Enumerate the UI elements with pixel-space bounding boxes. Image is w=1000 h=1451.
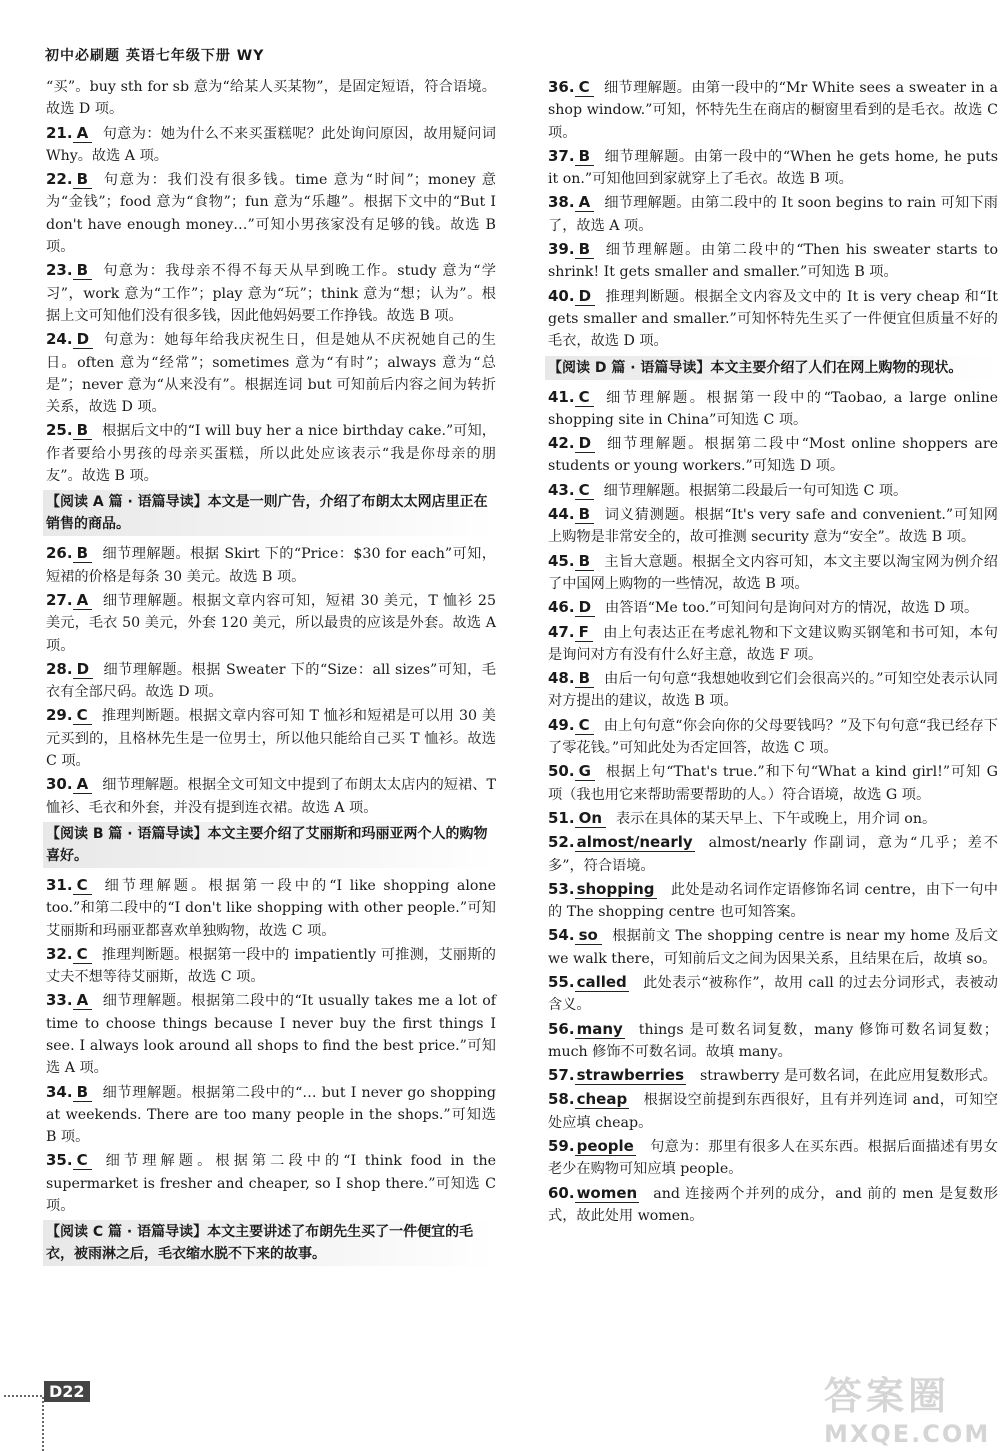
explanation-text: 根据前文 The shopping centre is near my home 及后文 we walk there，可知前后文之间为因果关系，且结果在后，故填 so。	[548, 928, 998, 967]
answer-key: B	[73, 421, 92, 440]
explanation-text: 推理判断题。根据全文内容及文中的 It is very cheap 和“It gets smaller and smaller.”可知怀特先生买了一件便宜但质量不好的毛衣，故选 D 项。	[548, 288, 998, 350]
explanation-text: 根据后文中的“I will buy her a nice birthday cake.”可知，作者要给小男孩的母亲买蛋糕，所以此处应该表示“我是你母亲的朋友”。故选 B 项。	[46, 423, 496, 485]
answer-key: A	[73, 775, 93, 794]
answer-entry	[548, 386, 998, 432]
question-number: 36.	[548, 78, 575, 96]
question-number: 48.	[548, 669, 575, 688]
explanation-text: 细节理解题。由第二段中的 It soon begins to rain 可知下雨了，故选 A 项。	[548, 195, 998, 234]
answer-entry	[46, 658, 496, 704]
explanation-text: 细节理解题。根据第一段中的“I like shopping alone too.”和第二段中的“I don't like shopping with other people.”可知艾丽斯和玛丽亚都喜欢单独购物，故选 C 项。	[46, 877, 496, 939]
page-number: D22	[44, 1381, 90, 1402]
continuation-text: “买”。buy sth for sb 意为“给某人买某物”，是固定短语，符合语境。故选 D 项。	[46, 79, 496, 118]
question-number: 29.	[46, 706, 73, 725]
question-number: 38.	[548, 193, 575, 212]
answer-entry	[46, 704, 496, 772]
answer-entry	[46, 168, 496, 258]
watermark-top: 答案圈	[824, 1374, 951, 1418]
answer-key: C	[575, 388, 594, 407]
answer-entry	[548, 971, 998, 1017]
explanation-text: things 是可数名词复数，many 修饰可数名词复数；much 修饰不可数名词。故填 many。	[548, 1021, 998, 1060]
answer-entry	[46, 122, 496, 168]
answer-entry	[548, 191, 998, 237]
explanation-text: 句意为：我母亲不得不每天从早到晚工作。study 意为“学习”，work 意为“工作”；play 意为“玩”；think 意为“想；认为”。根据上文可知他们没有很多钱，因此他妈妈要工作挣钱。故选 B 项。	[46, 263, 496, 324]
answer-entry	[548, 479, 998, 502]
explanation-text: 细节理解题。根据 Sweater 下的“Size：all sizes”可知，毛衣有全部尺码。故选 D 项。	[46, 661, 496, 701]
answer-key: C	[73, 945, 92, 964]
explanation-text: 由上句表达正在考虑礼物和下文建议购买钢笔和书可知，本句是询问对方有没有什么好主意，故选 F 项。	[548, 624, 998, 663]
answer-key: B	[575, 147, 594, 166]
answer-entry	[46, 874, 496, 942]
explanation-text: almost/nearly 作副词，意为“几乎；差不多”，符合语境。	[548, 835, 998, 874]
question-number: 39.	[548, 240, 575, 259]
answer-entry	[548, 1064, 998, 1087]
answer-key: C	[575, 481, 594, 500]
answer-entry	[548, 432, 998, 478]
question-number: 23.	[46, 261, 73, 280]
question-number: 57.	[548, 1066, 575, 1085]
explanation-text: 根据上句“That's true.”和下句“What a kind girl!”可知 G 项（我也用它来帮助需要帮助的人。）符合语境，故选 G 项。	[548, 764, 998, 803]
answer-key: A	[73, 124, 93, 143]
question-number: 41.	[548, 387, 575, 406]
answer-key: A	[575, 193, 595, 212]
question-number: 28.	[46, 659, 73, 678]
answer-entry	[548, 760, 998, 806]
answer-key: D	[73, 330, 93, 349]
answer-key: people	[576, 1137, 634, 1156]
explanation-text: 句意为：她每年给我庆祝生日，但是她从不庆祝她自己的生日。often 意为“经常”；sometimes 意为“有时”；always 意为“总是”；never 意为“从来没有”。根据连词 but 可知前后内容之间为转折关系，故选 D 项。	[46, 332, 496, 416]
answer-entry	[548, 667, 998, 713]
page-header: 初中必刷题 英语七年级下册 WY	[45, 48, 265, 64]
answer-key: so	[575, 926, 602, 945]
section-heading: 【阅读 A 篇 · 语篇导读】本文是一则广告，介绍了布朗太太网店里正在销售的商品。	[43, 490, 496, 536]
question-number: 58.	[548, 1090, 575, 1109]
answer-key: C	[73, 706, 92, 725]
footer-dotted-line	[4, 1395, 42, 1397]
answer-key: shopping	[576, 879, 655, 898]
answer-key: D	[73, 660, 93, 679]
watermark-logo	[824, 1365, 994, 1448]
question-number: 27.	[46, 590, 73, 609]
answer-key: A	[73, 591, 93, 610]
answer-entry	[548, 503, 998, 549]
answer-key: C	[575, 716, 594, 735]
question-number: 55.	[548, 972, 575, 991]
answer-entry	[46, 943, 496, 989]
question-number: 35.	[46, 1151, 73, 1170]
answer-key: G	[575, 762, 595, 781]
explanation-text: 由上句句意“你会向你的父母要钱吗？”及下句句意“我已经存下了零花钱。”可知此处为否定回答，故选 C 项。	[548, 717, 998, 757]
explanation-text: 细节理解题。由第一段中的“Mr White sees a sweater in a shop window.”可知，怀特先生在商店的橱窗里看到的是毛衣。故选 C 项。	[548, 80, 998, 141]
question-number: 37.	[548, 146, 575, 165]
answer-key: D	[575, 598, 595, 617]
explanation-text: 细节理解题。根据文章内容可知，短裙 30 美元，T 恤衫 25 美元，毛衣 50 美元，外套 120 美元，所以最贵的应该是外套。故选 A 项。	[46, 592, 496, 654]
question-number: 31.	[46, 875, 73, 894]
question-number: 40.	[548, 286, 575, 305]
answer-key: C	[73, 1151, 92, 1170]
answer-entry	[548, 1182, 998, 1228]
explanation-text: 由后一句句意“我想她收到它们会很高兴的。”可知空处表示认同对方提出的建议，故选 B 项。	[548, 671, 998, 710]
answer-key: C	[575, 78, 594, 97]
page-footer	[0, 1371, 1000, 1451]
explanation-text: 推理判断题。根据文章内容可知 T 恤衫和短裙是可以用 30 美元买到的，且格林先生是一位男士，所以他只能给自己买 T 恤衫。故选 C 项。	[46, 708, 496, 770]
answer-entry	[548, 76, 998, 144]
explanation-text: 此处是动名词作定语修饰名词 centre，由下一句中的 The shopping centre 也可知答案。	[548, 881, 998, 921]
answer-entry	[548, 807, 998, 830]
answer-key: B	[73, 261, 92, 280]
explanation-text: 此处表示“被称作”，故用 call 的过去分词形式，表被动含义。	[548, 974, 998, 1014]
question-number: 51.	[548, 808, 575, 827]
answer-key: A	[73, 991, 93, 1010]
explanation-text: 表示在具体的某天早上、下午或晚上，用介词 on。	[616, 810, 937, 827]
question-number: 26.	[46, 544, 73, 563]
answer-entry	[46, 259, 496, 327]
answer-key: B	[73, 1083, 92, 1102]
answer-entry	[548, 924, 998, 970]
right-column	[548, 76, 998, 1228]
section-heading: 【阅读 B 篇 · 语篇导读】本文主要介绍了艾丽斯和玛丽亚两个人的购物喜好。	[43, 822, 496, 868]
question-number: 59.	[548, 1137, 575, 1156]
question-number: 60.	[548, 1183, 575, 1202]
explanation-text: 句意为：她为什么不来买蛋糕呢？此处询问原因，故用疑问词 Why。故选 A 项。	[46, 125, 496, 164]
answer-entry	[46, 419, 496, 487]
explanation-text: 主旨大意题。根据全文内容可知，本文主要以淘宝网为例介绍了中国网上购物的一些情况，故选 B 项。	[548, 553, 998, 592]
explanation-text: 细节理解题。根据全文可知文中提到了布朗太太店内的短裙、T 恤衫、毛衣和外套，并没有提到连衣裙。故选 A 项。	[46, 777, 496, 816]
answer-entry	[548, 596, 998, 619]
section-heading: 【阅读 D 篇 · 语篇导读】本文主要介绍了人们在网上购物的现状。	[545, 356, 998, 380]
explanation-text: and 连接两个并列的成分，and 前的 men 是复数形式，故此处用 women。	[548, 1185, 998, 1224]
answer-entry	[548, 1018, 998, 1064]
question-number: 47.	[548, 622, 575, 641]
answer-key: B	[575, 552, 594, 571]
answer-key: B	[575, 669, 594, 688]
explanation-text: 细节理解题。根据第二段中的“I think food in the supermarket is fresher and cheaper, so I shop there.”可知选 C 项。	[46, 1153, 496, 1215]
answer-entry	[46, 1081, 496, 1149]
answer-entry	[46, 989, 496, 1079]
answer-key: almost/nearly	[576, 833, 693, 852]
question-number: 45.	[548, 551, 575, 570]
answer-entry	[548, 238, 998, 284]
explanation-text: 细节理解题。根据第二段最后一句可知选 C 项。	[603, 482, 908, 499]
answer-key: F	[575, 623, 593, 642]
explanation-text: strawberry 是可数名词，在此应用复数形式。	[700, 1068, 997, 1085]
answer-entry	[548, 878, 998, 924]
explanation-text: 细节理解题。根据 Skirt 下的“Price：$30 for each”可知，短裙的价格是每条 30 美元。故选 B 项。	[46, 546, 496, 585]
question-number: 50.	[548, 762, 575, 781]
question-number: 24.	[46, 330, 73, 349]
question-number: 53.	[548, 879, 575, 898]
answer-key: C	[73, 876, 92, 895]
answer-entry	[548, 714, 998, 760]
question-number: 30.	[46, 775, 73, 794]
question-number: 56.	[548, 1019, 575, 1038]
answer-key: many	[576, 1019, 623, 1038]
explanation-text: 细节理解题。根据第二段中的“… but I never go shopping at weekends. There are too many people in the shops.”可知选 B 项。	[46, 1084, 496, 1146]
answer-entry	[548, 550, 998, 596]
answer-entry	[46, 328, 496, 418]
question-number: 54.	[548, 926, 575, 945]
answer-entry	[548, 145, 998, 191]
question-number: 21.	[46, 123, 73, 142]
explanation-text: 细节理解题。由第一段中的“When he gets home, he puts it on.”可知他回到家就穿上了毛衣。故选 B 项。	[548, 148, 998, 188]
answer-key: On	[575, 809, 606, 828]
question-number: 52.	[548, 833, 575, 852]
answer-key: B	[73, 170, 92, 189]
answer-entry	[46, 589, 496, 657]
question-number: 49.	[548, 715, 575, 734]
answer-entry	[548, 1135, 998, 1181]
question-number: 22.	[46, 170, 73, 189]
answer-entry	[548, 1088, 998, 1134]
question-number: 46.	[548, 598, 575, 617]
explanation-text: 推理判断题。根据第一段中的 impatiently 可推测，艾丽斯的丈夫不想等待艾丽斯，故选 C 项。	[46, 946, 496, 986]
answer-key: B	[575, 240, 594, 259]
answer-entry	[548, 621, 998, 667]
explanation-text: 由答语“Me too.”可知问句是询问对方的情况，故选 D 项。	[605, 600, 979, 617]
watermark-bottom: MXQE.COM	[824, 1420, 991, 1448]
question-number: 32.	[46, 944, 73, 963]
explanation-text: 句意为：我们没有很多钱。time 意为“时间”；money 意为“金钱”；food 意为“食物”；fun 意为“乐趣”。根据下文中的“But I don't have enough money…”可知小男孩家没有足够的钱。故选 B 项。	[46, 172, 496, 256]
answer-key: called	[576, 972, 627, 991]
answer-entry	[548, 831, 998, 877]
explanation-text: 根据设空前提到东西很好，且有并列连词 and，可知空处应填 cheap。	[548, 1092, 998, 1131]
left-column	[46, 76, 496, 1272]
explanation-text: 细节理解题。根据第二段中“Most online shoppers are students or young workers.”可知选 D 项。	[548, 436, 998, 475]
answer-key: D	[575, 287, 595, 306]
footer-dotted-vline	[42, 1397, 44, 1451]
answer-key: women	[576, 1183, 638, 1202]
answer-key: strawberries	[576, 1066, 685, 1085]
question-number: 34.	[46, 1082, 73, 1101]
answer-entry	[46, 1149, 496, 1217]
question-number: 43.	[548, 480, 575, 499]
explanation-text: 句意为：那里有很多人在买东西。根据后面描述有男女老少在购物可知应填 people。	[548, 1139, 998, 1178]
question-number: 25.	[46, 421, 73, 440]
explanation-text: 细节理解题。由第二段中的“Then his sweater starts to shrink! It gets smaller and smaller.”可知选 B 项。	[548, 242, 998, 281]
answer-entry	[548, 285, 998, 353]
question-number: 33.	[46, 991, 73, 1010]
explanation-text: 词义猜测题。根据“It's very safe and convenient.”可知网上购物是非常安全的，故可推测 security 意为“安全”。故选 B 项。	[548, 507, 998, 546]
explanation-text: 细节理解题。根据第一段中的“Taobao, a large online shopping site in China”可知选 C 项。	[548, 389, 998, 428]
answer-key: B	[575, 505, 594, 524]
answer-entry	[46, 542, 496, 588]
explanation-text: 细节理解题。根据第二段中的“It usually takes me a lot of time to choose things because I never buy the first things I see. I always look around all shops to find the best price.”可知选 A 项。	[46, 993, 496, 1077]
question-number: 42.	[548, 434, 575, 453]
answer-key: D	[575, 434, 595, 453]
question-number: 44.	[548, 505, 575, 524]
answer-key: B	[73, 544, 92, 563]
section-heading: 【阅读 C 篇 · 语篇导读】本文主要讲述了布朗先生买了一件便宜的毛衣，被雨淋之后，毛衣缩水脱不下来的故事。	[43, 1220, 496, 1266]
answer-entry	[46, 773, 496, 819]
answer-key: cheap	[576, 1090, 628, 1109]
